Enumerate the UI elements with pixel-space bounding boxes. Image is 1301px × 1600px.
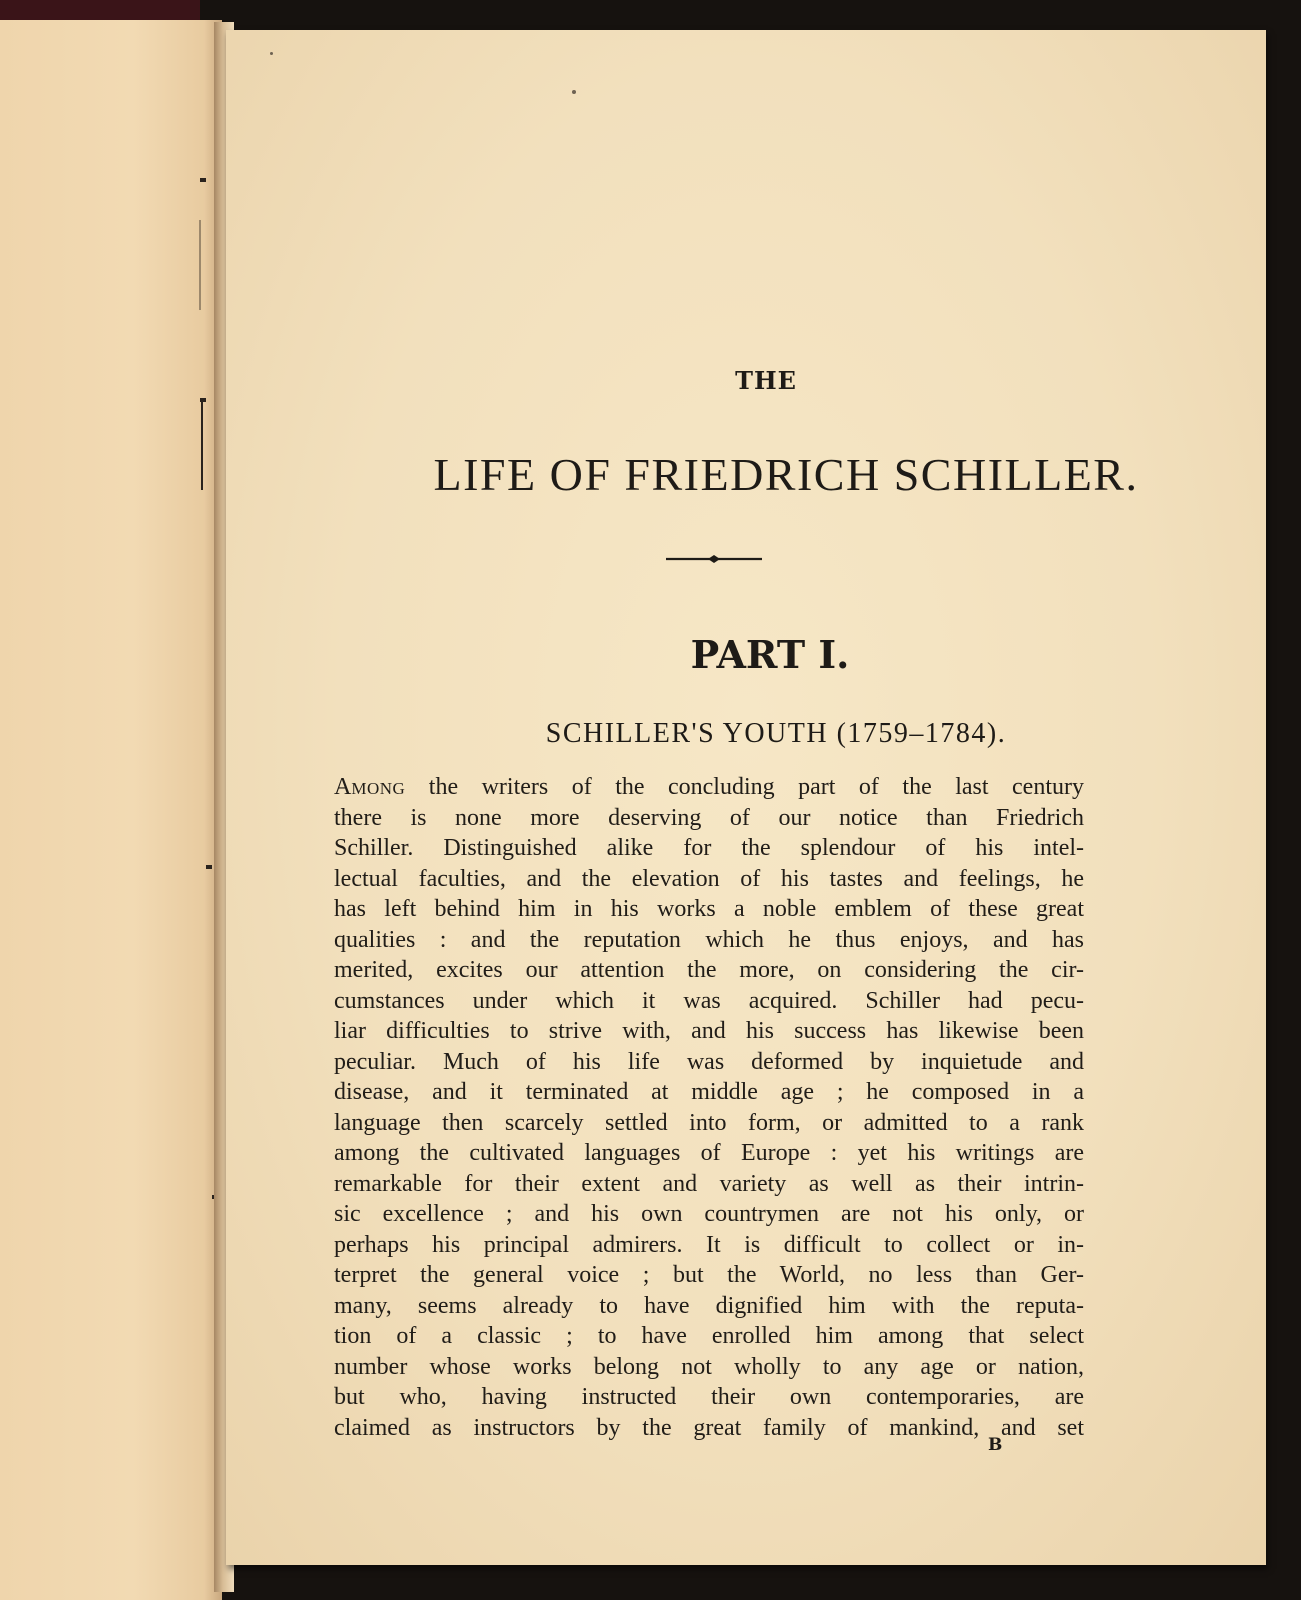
book-title: LIFE OF FRIEDRICH SCHILLER. [433,449,1139,500]
body-line: many, seems already to have dignified him with the reputa- [334,1292,1084,1319]
signature-mark: B [988,1435,1003,1455]
body-line: lectual faculties, and the elevation of his tastes and feelings, he [334,865,1084,892]
title-the: THE [735,366,797,395]
page-mark [200,178,206,182]
body-paragraph [334,772,1084,1443]
body-line: has left behind him in his works a noble emblem of these great [334,896,1084,922]
body-line: number whose works belong not wholly to any age or nation, [334,1353,1084,1380]
right-page [226,30,1266,1565]
body-line: tion of a classic ; to have enrolled him among that select [334,1323,1084,1349]
body-line: claimed as instructors by the great family of mankind, and set [334,1414,1084,1441]
page-edge-line [199,220,201,310]
body-line: cumstances under which it was acquired. Schiller had pecu- [334,987,1084,1014]
body-line: terpret the general voice ; but the World, no less than Ger- [334,1262,1084,1288]
body-line: among the cultivated languages of Europe : yet his writings are [334,1140,1084,1166]
chapter-subtitle: SCHILLER'S YOUTH (1759–1784). [545,718,1007,749]
body-line: disease, and it terminated at middle age ; he composed in a [334,1079,1084,1105]
page-edge-line [201,400,203,490]
body-line: Among the writers of the concluding part of the last century [334,774,1084,800]
page-mark [206,865,212,869]
body-line: remarkable for their extent and variety as well as their intrin- [334,1170,1084,1197]
body-line: perhaps his principal admirers. It is difficult to collect or in- [334,1231,1084,1258]
body-line: there is none more deserving of our notice than Friedrich [334,804,1084,831]
body-line: peculiar. Much of his life was deformed by inquietude and [334,1048,1084,1075]
left-page [0,20,222,1600]
body-line: sic excellence ; and his own countrymen are not his only, or [334,1201,1084,1227]
paper-speck [572,90,576,94]
body-line: qualities : and the reputation which he thus enjoys, and has [334,926,1084,953]
body-line: but who, having instructed their own contemporaries, are [334,1384,1084,1410]
title-ornament-rule [664,553,764,565]
body-line: language then scarcely settled into form, or admitted to a rank [334,1109,1084,1136]
body-line: merited, excites our attention the more, on considering the cir- [334,957,1084,983]
body-line: Schiller. Distinguished alike for the splendour of his intel- [334,835,1084,861]
paper-speck [270,52,273,55]
body-line: liar difficulties to strive with, and his success has likewise been [334,1018,1084,1044]
part-heading: PART I. [690,632,850,677]
